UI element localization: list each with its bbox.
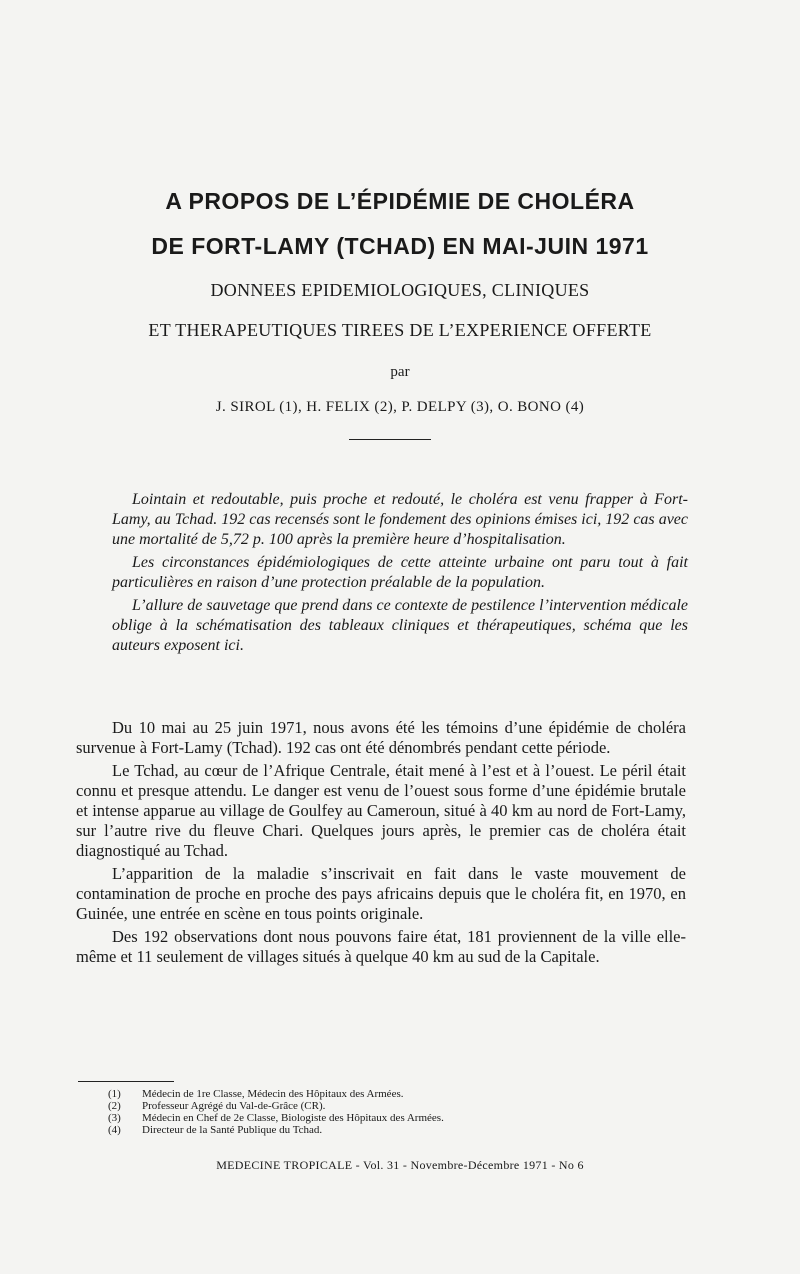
journal-footer: MEDECINE TROPICALE - Vol. 31 - Novembre-Décembre 1971 - No 6 [216, 1158, 584, 1172]
footnote-text: Médecin de 1re Classe, Médecin des Hôpitaux des Armées. [142, 1088, 404, 1100]
abstract-paragraph: Lointain et redoutable, puis proche et redouté, le choléra est venu frapper à Fort-Lamy, au Tchad. 192 cas recensés sont le fondement des opinions émises ici, 192 cas avec une mortalité de 5,72 p. 100 après la première heure d’hospitalisation. [112, 491, 688, 548]
article-title-line-1: A PROPOS DE L’ÉPIDÉMIE DE CHOLÉRA [165, 188, 635, 214]
footnote [108, 1088, 608, 1100]
footnote-text: Directeur de la Santé Publique du Tchad. [142, 1124, 323, 1136]
body-paragraph: Le Tchad, au cœur de l’Afrique Centrale, était mené à l’est et à l’ouest. Le péril était connu et presque attendu. Le danger est venu de l’ouest sous forme d’une épidémie brutale et intense apparue au village de Goulfey au Cameroun, situé à 40 km au nord de Fort-Lamy, sur l’autre rive du fleuve Chari. Quelques jours après, le premier cas de choléra était diagnostiqué au Tchad. [76, 761, 686, 860]
footnote-number: (2) [108, 1100, 121, 1112]
body-text [76, 718, 686, 970]
abstract [112, 490, 688, 659]
footnotes [108, 1088, 608, 1136]
by-line: par [390, 364, 410, 380]
footnote [108, 1100, 608, 1112]
footnote-text: Professeur Agrégé du Val-de-Grâce (CR). [142, 1100, 326, 1112]
article-subtitle-line-2: ET THERAPEUTIQUES TIREES DE L’EXPERIENCE OFFERTE [148, 320, 652, 340]
footnote-separator [78, 1081, 174, 1082]
body-paragraph: Du 10 mai au 25 juin 1971, nous avons été les témoins d’une épidémie de choléra survenue à Fort-Lamy (Tchad). 192 cas ont été dénombrés pendant cette période. [76, 718, 686, 757]
authors: J. SIROL (1), H. FELIX (2), P. DELPY (3), O. BONO (4) [215, 399, 585, 415]
article-subtitle-line-1: DONNEES EPIDEMIOLOGIQUES, CLINIQUES [210, 280, 590, 300]
footnote-number: (1) [108, 1088, 121, 1100]
footnote-number: (4) [108, 1124, 121, 1136]
footnote [108, 1124, 608, 1136]
body-paragraph: Des 192 observations dont nous pouvons faire état, 181 proviennent de la ville elle-même et 11 seulement de villages situés à quelque 40 km au sud de la Capitale. [76, 927, 686, 966]
footnote [108, 1112, 608, 1124]
article-title-line-2: DE FORT-LAMY (TCHAD) EN MAI-JUIN 1971 [151, 233, 649, 259]
body-paragraph: L’apparition de la maladie s’inscrivait en fait dans le vaste mouvement de contamination de proche en proche des pays africains depuis que le choléra fit, en 1970, en Guinée, une entrée en scène en tous points originale. [76, 864, 686, 923]
title-separator [349, 439, 431, 440]
abstract-paragraph: Les circonstances épidémiologiques de cette atteinte urbaine ont paru tout à fait particulières en raison d’une protection préalable de la population. [112, 554, 688, 591]
footnote-number: (3) [108, 1112, 121, 1124]
abstract-paragraph: L’allure de sauvetage que prend dans ce contexte de pestilence l’intervention médicale oblige à la schématisation des tableaux cliniques et thérapeutiques, schéma que les auteurs exposent ici. [112, 597, 688, 654]
footnote-text: Médecin en Chef de 2e Classe, Biologiste des Hôpitaux des Armées. [142, 1112, 444, 1124]
